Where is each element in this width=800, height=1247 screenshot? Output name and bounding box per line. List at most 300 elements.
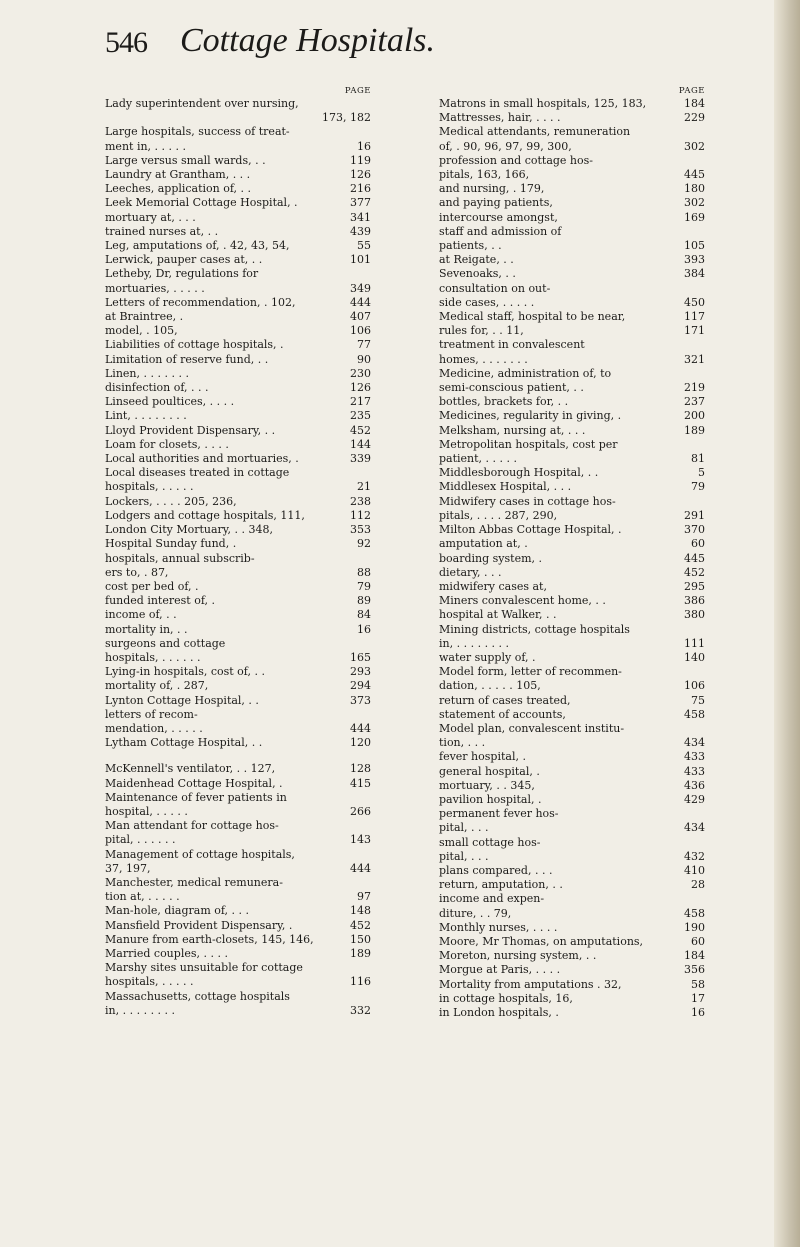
entry-text: profession and cottage hos- xyxy=(439,153,593,167)
index-entry xyxy=(105,805,371,819)
entry-page: 349 xyxy=(347,282,371,296)
entry-text: Leg, amputations of, . 42, 43, 54, xyxy=(105,239,290,253)
index-entry xyxy=(105,722,371,736)
index-entry xyxy=(105,452,371,466)
entry-page: 128 xyxy=(347,762,371,776)
entry-text: Local diseases treated in cottage xyxy=(105,466,290,480)
entry-text: hospital at Walker, . . xyxy=(439,608,557,622)
entry-text: Monthly nurses, . . . . xyxy=(439,920,558,934)
index-entry xyxy=(439,338,705,352)
entry-page: 229 xyxy=(681,111,705,125)
index-entry xyxy=(439,196,705,210)
entry-page: 429 xyxy=(681,793,705,807)
index-entry xyxy=(439,523,705,537)
entry-text: model, . 105, xyxy=(105,324,178,338)
entry-text: Melksham, nursing at, . . . xyxy=(439,423,586,437)
index-entry xyxy=(439,409,705,423)
index-entry xyxy=(439,296,705,310)
entry-text: statement of accounts, xyxy=(439,707,566,721)
entry-text: McKennell's ventilator, . . 127, xyxy=(105,762,276,776)
entry-text: Moore, Mr Thomas, on amputations, xyxy=(439,934,644,948)
index-entry xyxy=(105,523,371,537)
entry-text: patient, . . . . . xyxy=(439,452,518,466)
index-entry xyxy=(105,665,371,679)
page-edge xyxy=(774,0,800,1247)
entry-page: 77 xyxy=(354,338,371,352)
entry-page: 458 xyxy=(681,708,705,722)
index-entry xyxy=(439,537,705,551)
index-entry xyxy=(439,821,705,835)
index-entry xyxy=(105,296,371,310)
entry-text: in cottage hospitals, 16, xyxy=(439,991,573,1005)
entry-text: at Reigate, . . xyxy=(439,253,514,267)
entry-page: 92 xyxy=(354,537,371,551)
entry-text: Limitation of reserve fund, . . xyxy=(105,352,269,366)
entry-text: mortality in, . . xyxy=(105,622,188,636)
entry-page: 144 xyxy=(347,438,371,452)
index-entry xyxy=(105,509,371,523)
entry-page: 238 xyxy=(347,495,371,509)
entry-text: midwifery cases at, xyxy=(439,579,547,593)
entry-text: of, . 90, 96, 97, 99, 300, xyxy=(439,139,572,153)
index-entry xyxy=(439,225,705,239)
entry-page: 321 xyxy=(681,353,705,367)
entry-text: Middlesex Hospital, . . . xyxy=(439,480,572,494)
entry-text: dation, . . . . . 105, xyxy=(439,679,541,693)
entry-text: Married couples, . . . . xyxy=(105,946,228,960)
index-entry xyxy=(439,779,705,793)
entry-text: Mattresses, hair, . . . . xyxy=(439,111,561,125)
entry-text: Medical attendants, remuneration xyxy=(439,125,631,139)
entry-page: 58 xyxy=(688,978,705,992)
entry-text: plans compared, . . . xyxy=(439,863,553,877)
index-entry xyxy=(439,154,705,168)
index-entry xyxy=(105,566,371,580)
entry-page: 452 xyxy=(347,424,371,438)
index-entry xyxy=(105,791,371,805)
entry-page: 16 xyxy=(354,623,371,637)
entry-text: Liabilities of cottage hospitals, . xyxy=(105,338,284,352)
index-entry xyxy=(439,239,705,253)
entry-text: Model plan, convalescent institu- xyxy=(439,721,625,735)
entry-page: 380 xyxy=(681,608,705,622)
entry-text: Linen, . . . . . . . xyxy=(105,366,189,380)
entry-text: hospitals, . . . . . xyxy=(105,975,194,989)
entry-text: Leek Memorial Cottage Hospital, . xyxy=(105,196,298,210)
entry-text: Sevenoaks, . . xyxy=(439,267,516,281)
index-entry xyxy=(439,424,705,438)
index-entry xyxy=(439,140,705,154)
index-entry xyxy=(439,211,705,225)
entry-text: Mansfield Provident Dispensary, . xyxy=(105,918,293,932)
page-column-label: PAGE xyxy=(344,86,371,96)
entry-text: Letheby, Dr, regulations for xyxy=(105,267,259,281)
entry-text: Man attendant for cottage hos- xyxy=(105,819,279,833)
entry-page: 143 xyxy=(347,833,371,847)
index-entry xyxy=(439,637,705,651)
index-entry xyxy=(105,154,371,168)
entry-text: trained nurses at, . . xyxy=(105,224,219,238)
entry-text: Lodgers and cottage hospitals, 111, xyxy=(105,508,305,522)
index-entry xyxy=(439,182,705,196)
entry-page: 332 xyxy=(347,1004,371,1018)
index-entry xyxy=(439,395,705,409)
entry-page: 458 xyxy=(681,907,705,921)
entry-text: Lying-in hospitals, cost of, . . xyxy=(105,665,265,679)
index-entry xyxy=(105,353,371,367)
entry-text: Milton Abbas Cottage Hospital, . xyxy=(439,523,622,537)
entry-text: Massachusetts, cottage hospitals xyxy=(105,989,290,1003)
entry-page: 452 xyxy=(681,566,705,580)
entry-page: 200 xyxy=(681,409,705,423)
index-entry xyxy=(105,253,371,267)
index-entry xyxy=(105,424,371,438)
index-entry xyxy=(105,919,371,933)
index-entry xyxy=(439,580,705,594)
index-entry xyxy=(439,992,705,1006)
index-entry xyxy=(105,495,371,509)
entry-text: pitals, . . . . 287, 290, xyxy=(439,508,558,522)
entry-text: mortuaries, . . . . . xyxy=(105,281,205,295)
entry-text: surgeons and cottage xyxy=(105,636,226,650)
entry-text: Loam for closets, . . . . xyxy=(105,437,229,451)
index-entry xyxy=(439,850,705,864)
index-entry xyxy=(439,367,705,381)
entry-text: pital, . . . xyxy=(439,821,489,835)
index-entry xyxy=(105,623,371,637)
entry-text: consultation on out- xyxy=(439,281,551,295)
index-entry xyxy=(105,651,371,665)
index-entry xyxy=(439,1006,705,1020)
entry-text: Medical staff, hospital to be near, xyxy=(439,310,626,324)
index-entry xyxy=(105,975,371,989)
index-entry xyxy=(105,140,371,154)
entry-page: 370 xyxy=(681,523,705,537)
entry-text: Management of cottage hospitals, xyxy=(105,847,295,861)
index-entry xyxy=(105,876,371,890)
entry-text: income of, . . xyxy=(105,608,177,622)
entry-page: 126 xyxy=(347,168,371,182)
entry-text: Miners convalescent home, . . xyxy=(439,594,606,608)
entry-text: rules for, . . 11, xyxy=(439,324,524,338)
entry-text: amputation at, . xyxy=(439,537,528,551)
index-entry xyxy=(439,480,705,494)
index-entry xyxy=(105,267,371,281)
entry-text: dietary, . . . xyxy=(439,565,502,579)
index-column-left xyxy=(105,85,371,1018)
running-head: Cottage Hospitals. xyxy=(180,22,436,59)
entry-page: 28 xyxy=(688,878,705,892)
entry-text: mortality of, . 287, xyxy=(105,679,209,693)
entry-page: 89 xyxy=(354,594,371,608)
entry-page: 294 xyxy=(347,679,371,693)
entry-page: 302 xyxy=(681,196,705,210)
index-entry xyxy=(105,679,371,693)
entry-page: 433 xyxy=(681,750,705,764)
entry-text: pital, . . . xyxy=(439,849,489,863)
entry-text: mortuary, . . 345, xyxy=(439,778,535,792)
entry-text: hospitals, annual subscrib- xyxy=(105,551,255,565)
entry-text: Medicine, administration of, to xyxy=(439,366,612,380)
entry-text: pitals, 163, 166, xyxy=(439,168,530,182)
entry-text: and paying patients, xyxy=(439,196,553,210)
entry-page: 433 xyxy=(681,765,705,779)
entry-text: general hospital, . xyxy=(439,764,540,778)
entry-text: Local authorities and mortuaries, . xyxy=(105,452,299,466)
entry-page: 126 xyxy=(347,381,371,395)
index-entry xyxy=(105,848,371,862)
entry-text: Middlesborough Hospital, . . xyxy=(439,466,599,480)
entry-text: Model form, letter of recommen- xyxy=(439,665,622,679)
index-entry xyxy=(105,552,371,566)
entry-text: pavilion hospital, . xyxy=(439,792,542,806)
index-entry xyxy=(439,552,705,566)
index-entry xyxy=(105,367,371,381)
entry-text: Lerwick, pauper cases at, . . xyxy=(105,253,263,267)
entry-page: 120 xyxy=(347,736,371,750)
entry-page: 230 xyxy=(347,367,371,381)
entry-text: 37, 197, xyxy=(105,861,151,875)
index-entry xyxy=(105,168,371,182)
entry-text: small cottage hos- xyxy=(439,835,541,849)
index-entry xyxy=(105,310,371,324)
index-entry xyxy=(105,637,371,651)
entry-page: 173, 182 xyxy=(319,111,371,124)
entry-text: Lady superintendent over nursing, xyxy=(105,97,299,110)
index-entry xyxy=(105,961,371,975)
index-entry xyxy=(439,594,705,608)
entry-page: 90 xyxy=(354,353,371,367)
page-column-label: PAGE xyxy=(678,86,705,96)
entry-page: 180 xyxy=(681,182,705,196)
index-entry xyxy=(105,890,371,904)
entry-page: 353 xyxy=(347,523,371,537)
entry-page: 266 xyxy=(347,805,371,819)
index-entry xyxy=(105,125,371,139)
entry-text: permanent fever hos- xyxy=(439,807,559,821)
index-entry xyxy=(439,921,705,935)
index-entry xyxy=(105,862,371,876)
index-entry xyxy=(439,694,705,708)
entry-text: Mining districts, cottage hospitals xyxy=(439,622,630,636)
index-entry xyxy=(105,933,371,947)
entry-text: ers to, . 87, xyxy=(105,565,169,579)
index-entry xyxy=(439,168,705,182)
index-entry xyxy=(105,904,371,918)
entry-text: cost per bed of, . xyxy=(105,579,199,593)
entry-text: treatment in convalescent xyxy=(439,338,585,352)
index-entry xyxy=(439,310,705,324)
entry-text: Large versus small wards, . . xyxy=(105,153,266,167)
entry-page: 291 xyxy=(681,509,705,523)
entry-text: diture, . . 79, xyxy=(439,906,512,920)
index-entry xyxy=(105,409,371,423)
entry-page: 116 xyxy=(347,975,371,989)
index-entries-left xyxy=(105,97,371,1018)
index-entry xyxy=(105,466,371,480)
index-entry xyxy=(439,324,705,338)
entry-text: at Braintree, . xyxy=(105,310,184,324)
entry-text: Hospital Sunday fund, . xyxy=(105,537,237,551)
index-entry xyxy=(439,907,705,921)
entry-page: 16 xyxy=(688,1006,705,1020)
entry-text: Lloyd Provident Dispensary, . . xyxy=(105,423,276,437)
entry-page: 119 xyxy=(347,154,371,168)
entry-text: Letters of recommendation, . 102, xyxy=(105,295,296,309)
page-number: 546 xyxy=(105,26,147,59)
entry-text: Lockers, . . . . 205, 236, xyxy=(105,494,237,508)
index-entry xyxy=(105,819,371,833)
index-entry xyxy=(439,935,705,949)
index-entry xyxy=(105,608,371,622)
index-entry xyxy=(439,608,705,622)
entry-page: 79 xyxy=(688,480,705,494)
entry-text: semi-conscious patient, . . xyxy=(439,381,584,395)
index-entry xyxy=(439,722,705,736)
entry-page: 106 xyxy=(347,324,371,338)
entry-page: 436 xyxy=(681,779,705,793)
entry-page: 148 xyxy=(347,904,371,918)
entry-text: ment in, . . . . . xyxy=(105,139,187,153)
index-entry xyxy=(439,353,705,367)
index-entry xyxy=(439,651,705,665)
entry-text: in, . . . . . . . . xyxy=(105,1003,176,1017)
entry-page: 444 xyxy=(347,296,371,310)
index-entry xyxy=(105,750,371,762)
entry-page: 171 xyxy=(681,324,705,338)
entry-page: 386 xyxy=(681,594,705,608)
entry-page: 169 xyxy=(681,211,705,225)
index-entry xyxy=(105,324,371,338)
entry-page: 373 xyxy=(347,694,371,708)
entry-page: 445 xyxy=(681,552,705,566)
entry-page: 55 xyxy=(354,239,371,253)
entry-text: tion at, . . . . . xyxy=(105,890,180,904)
entry-text: Manure from earth-closets, 145, 146, xyxy=(105,932,314,946)
entry-page: 339 xyxy=(347,452,371,466)
index-entry xyxy=(105,97,371,111)
entry-text: income and expen- xyxy=(439,892,545,906)
index-entry xyxy=(105,239,371,253)
entry-text: mortuary at, . . . xyxy=(105,210,196,224)
entry-page: 356 xyxy=(681,963,705,977)
index-entry xyxy=(105,708,371,722)
entry-text: in London hospitals, . xyxy=(439,1006,559,1019)
entry-page: 444 xyxy=(347,722,371,736)
index-entry xyxy=(105,736,371,750)
index-entry xyxy=(439,111,705,125)
entry-text: Lynton Cottage Hospital, . . xyxy=(105,693,259,707)
index-entry xyxy=(105,395,371,409)
entry-text: water supply of, . xyxy=(439,650,536,664)
entry-text: funded interest of, . xyxy=(105,594,215,608)
index-entry xyxy=(439,793,705,807)
entry-page: 112 xyxy=(347,509,371,523)
index-entry xyxy=(439,836,705,850)
index-entry xyxy=(439,679,705,693)
index-entry xyxy=(439,864,705,878)
index-entry xyxy=(105,947,371,961)
index-entry xyxy=(105,438,371,452)
index-entry xyxy=(439,765,705,779)
index-entry xyxy=(105,225,371,239)
entry-text: side cases, . . . . . xyxy=(439,295,535,309)
index-entry xyxy=(105,777,371,791)
entry-text: Manchester, medical remunera- xyxy=(105,875,283,889)
index-entry xyxy=(439,452,705,466)
entry-page: 101 xyxy=(347,253,371,267)
entry-text: Morgue at Paris, . . . . xyxy=(439,963,561,977)
entry-page: 434 xyxy=(681,821,705,835)
entry-page: 5 xyxy=(695,466,705,480)
entry-page: 75 xyxy=(688,694,705,708)
entry-page: 17 xyxy=(688,992,705,1006)
entry-page: 444 xyxy=(347,862,371,876)
index-entry xyxy=(439,963,705,977)
entry-page: 140 xyxy=(681,651,705,665)
entry-text: hospitals, . . . . . xyxy=(105,480,194,494)
entry-page: 105 xyxy=(681,239,705,253)
index-entry xyxy=(105,111,371,125)
entry-text: in, . . . . . . . . xyxy=(439,636,510,650)
index-entry xyxy=(439,438,705,452)
entry-text: hospitals, . . . . . . xyxy=(105,650,201,664)
entry-text: and nursing, . 179, xyxy=(439,182,545,196)
entry-text: Matrons in small hospitals, 125, 183, xyxy=(439,97,647,110)
entry-text: Laundry at Grantham, . . . xyxy=(105,168,251,182)
entry-text: Maintenance of fever patients in xyxy=(105,790,287,804)
entry-text: pital, . . . . . . xyxy=(105,833,176,847)
entry-page: 216 xyxy=(347,182,371,196)
entry-page: 432 xyxy=(681,850,705,864)
entry-page: 165 xyxy=(347,651,371,665)
entry-text: Metropolitan hospitals, cost per xyxy=(439,437,618,451)
entry-text: hospital, . . . . . xyxy=(105,804,188,818)
entry-text: fever hospital, . xyxy=(439,750,526,764)
entry-text: Midwifery cases in cottage hos- xyxy=(439,494,616,508)
entry-page: 235 xyxy=(347,409,371,423)
entry-page: 117 xyxy=(681,310,705,324)
entry-text: tion, . . . xyxy=(439,736,486,750)
entry-page: 88 xyxy=(354,566,371,580)
entry-text: return of cases treated, xyxy=(439,693,571,707)
entry-page: 106 xyxy=(681,679,705,693)
entry-page: 16 xyxy=(354,140,371,154)
entry-page: 84 xyxy=(354,608,371,622)
entry-page: 377 xyxy=(347,196,371,210)
index-entry xyxy=(439,708,705,722)
index-entry xyxy=(105,594,371,608)
index-entry xyxy=(439,949,705,963)
entry-page: 111 xyxy=(681,637,705,651)
entry-text: disinfection of, . . . xyxy=(105,381,209,395)
index-entry xyxy=(105,537,371,551)
index-entry xyxy=(105,381,371,395)
entry-page: 184 xyxy=(681,949,705,963)
entry-page: 439 xyxy=(347,225,371,239)
entry-page: 384 xyxy=(681,267,705,281)
index-entries-right xyxy=(439,97,705,1020)
entry-text: Maidenhead Cottage Hospital, . xyxy=(105,776,283,790)
entry-text: Medicines, regularity in giving, . xyxy=(439,409,622,423)
index-entry xyxy=(439,750,705,764)
index-entry xyxy=(105,762,371,776)
entry-text: patients, . . xyxy=(439,239,502,253)
entry-page: 237 xyxy=(681,395,705,409)
index-entry xyxy=(439,267,705,281)
entry-page: 293 xyxy=(347,665,371,679)
entry-text: boarding system, . xyxy=(439,551,543,565)
